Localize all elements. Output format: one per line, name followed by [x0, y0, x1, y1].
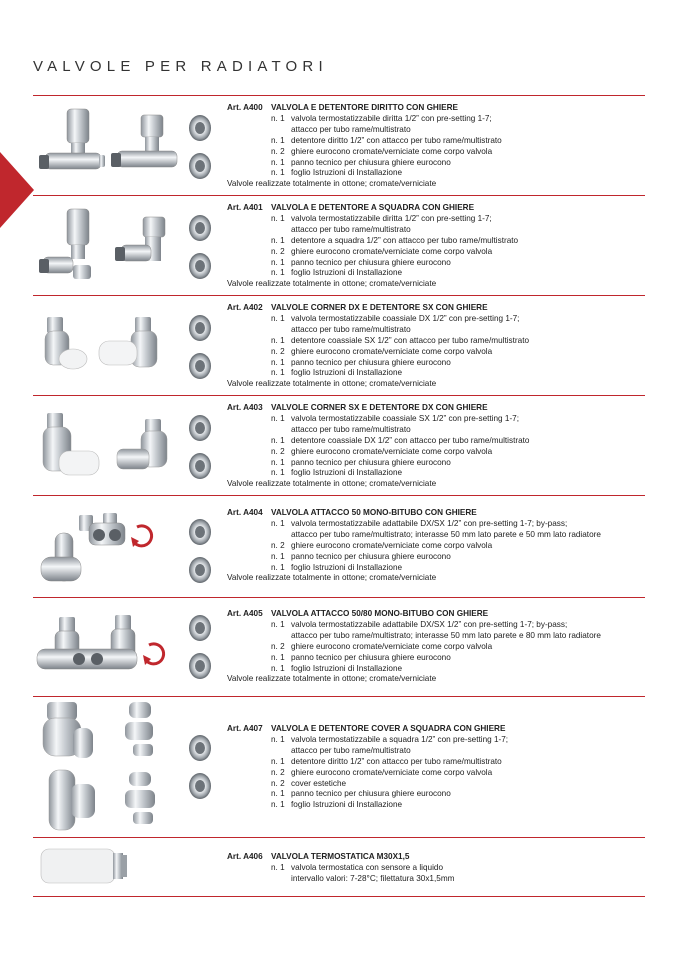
item-text: panno tecnico per chiusura ghiere eurocono — [291, 157, 451, 167]
product-title: VALVOLA E DETENTORE A SQUADRA CON GHIERE — [271, 203, 475, 212]
item-text: valvola termostatizzabile adattabile DX/SX 1/2” con pre-setting 1-7; by-pass; — [291, 619, 568, 629]
item-text: foglio Istruzioni di Installazione — [291, 368, 403, 378]
quantity: n. 1 — [271, 663, 285, 673]
page-title: VALVOLE PER RADIATORI — [33, 58, 328, 75]
ring-nut-icon — [188, 732, 214, 806]
product-title: VALVOLA TERMOSTATICA M30X1,5 — [271, 852, 410, 861]
quantity: n. 1 — [271, 368, 285, 378]
product-title: VALVOLA E DETENTORE DIRITTO CON GHIERE — [271, 103, 458, 112]
item-text: valvola termostatica con sensore a liquido — [291, 862, 444, 872]
quantity: n. 2 — [271, 641, 285, 651]
item-text: foglio Istruzioni di Installazione — [291, 800, 403, 810]
quantity: n. 1 — [271, 313, 285, 323]
product-footer-note: Valvole realizzate totalmente in ottone; cromate/verniciate — [227, 179, 437, 189]
section-divider — [33, 896, 645, 897]
item-subtext: attacco per tubo rame/multistrato; interasse 50 mm lato parete e 80 mm lato radiatore — [291, 630, 601, 640]
item-text: detentore diritto 1/2” con attacco per tubo rame/multistrato — [291, 135, 502, 145]
product-title: VALVOLA ATTACCO 50 MONO-BITUBO CON GHIERE — [271, 508, 477, 517]
item-text: ghiere eurocono cromate/verniciate come corpo valvola — [291, 446, 493, 456]
article-code: Art. A403 — [227, 403, 263, 412]
quantity: n. 1 — [271, 789, 285, 799]
product-footer-note: Valvole realizzate totalmente in ottone; cromate/verniciate — [227, 573, 437, 583]
product-description — [227, 403, 647, 490]
item-subtext: attacco per tubo rame/multistrato — [291, 745, 411, 755]
article-code: Art. A402 — [227, 303, 263, 312]
item-text: panno tecnico per chiusura ghiere eurocono — [291, 257, 451, 267]
item-subtext: attacco per tubo rame/multistrato; interasse 50 mm lato parete e 50 mm lato radiatore — [291, 529, 601, 539]
quantity: n. 2 — [271, 246, 285, 256]
item-text: foglio Istruzioni di Installazione — [291, 663, 403, 673]
quantity: n. 2 — [271, 146, 285, 156]
item-text: ghiere eurocono cromate/verniciate come corpo valvola — [291, 346, 493, 356]
product-footer-note: Valvole realizzate totalmente in ottone; cromate/verniciate — [227, 279, 437, 289]
product-description — [227, 303, 647, 390]
item-text: valvola termostatizzabile coassiale DX 1/2” con pre-setting 1-7; — [291, 313, 520, 323]
ring-nut-icon — [188, 112, 214, 186]
ring-nut-icon — [188, 612, 214, 686]
quantity: n. 2 — [271, 540, 285, 550]
quantity: n. 1 — [271, 734, 285, 744]
product-footer-note: Valvole realizzate totalmente in ottone; cromate/verniciate — [227, 479, 437, 489]
quantity: n. 1 — [271, 168, 285, 178]
ring-nut-icon — [188, 516, 214, 590]
product-description — [227, 852, 647, 885]
item-text: panno tecnico per chiusura ghiere eurocono — [291, 357, 451, 367]
article-code: Art. A404 — [227, 508, 263, 517]
item-text: foglio Istruzioni di Installazione — [291, 268, 403, 278]
quantity: n. 2 — [271, 778, 285, 788]
item-text: ghiere eurocono cromate/verniciate come corpo valvola — [291, 146, 493, 156]
product-title: VALVOLA E DETENTORE COVER A SQUADRA CON GHIERE — [271, 724, 506, 733]
item-text: panno tecnico per chiusura ghiere eurocono — [291, 789, 451, 799]
ring-nut-icon — [188, 212, 214, 286]
product-title: VALVOLE CORNER DX E DETENTORE SX CON GHIERE — [271, 303, 488, 312]
product-title: VALVOLE CORNER SX E DETENTORE DX CON GHIERE — [271, 403, 488, 412]
quantity: n. 1 — [271, 268, 285, 278]
product-footer-note: Valvole realizzate totalmente in ottone; cromate/verniciate — [227, 379, 437, 389]
item-subtext: attacco per tubo rame/multistrato — [291, 324, 411, 334]
ring-nut-icon — [188, 312, 214, 386]
item-text: ghiere eurocono cromate/verniciate come corpo valvola — [291, 767, 493, 777]
item-text: valvola termostatizzabile diritta 1/2” con pre-setting 1-7; — [291, 213, 492, 223]
item-text: foglio Istruzioni di Installazione — [291, 562, 403, 572]
article-code: Art. A401 — [227, 203, 263, 212]
item-text: ghiere eurocono cromate/verniciate come corpo valvola — [291, 246, 493, 256]
quantity: n. 1 — [271, 335, 285, 345]
item-text: panno tecnico per chiusura ghiere eurocono — [291, 551, 451, 561]
item-text: foglio Istruzioni di Installazione — [291, 468, 403, 478]
product-description — [227, 508, 647, 584]
product-description — [227, 609, 647, 685]
item-text: valvola termostatizzabile diritta 1/2” con pre-setting 1-7; — [291, 113, 492, 123]
article-code: Art. A406 — [227, 852, 263, 861]
item-text: detentore coassiale DX 1/2” con attacco per tubo rame/multistrato — [291, 435, 530, 445]
ring-nut-icon — [188, 412, 214, 486]
quantity: n. 1 — [271, 652, 285, 662]
quantity: n. 1 — [271, 756, 285, 766]
article-code: Art. A405 — [227, 609, 263, 618]
product-title: VALVOLA ATTACCO 50/80 MONO-BITUBO CON GHIERE — [271, 609, 489, 618]
item-text: valvola termostatizzabile adattabile DX/SX 1/2” con pre-setting 1-7; by-pass; — [291, 518, 568, 528]
quantity: n. 1 — [271, 357, 285, 367]
item-text: detentore a squadra 1/2” con attacco per tubo rame/multistrato — [291, 235, 519, 245]
product-description — [227, 203, 647, 290]
quantity: n. 1 — [271, 235, 285, 245]
quantity: n. 1 — [271, 435, 285, 445]
quantity: n. 2 — [271, 767, 285, 777]
item-subtext: attacco per tubo rame/multistrato — [291, 124, 411, 134]
item-subtext: intervallo valori: 7-28°C; filettatura 30x1,5mm — [291, 873, 455, 883]
item-text: valvola termostatizzabile coassiale SX 1/2” con pre-setting 1-7; — [291, 413, 519, 423]
product-image-group — [33, 837, 221, 896]
item-text: valvola termostatizzabile a squadra 1/2” con pre-setting 1-7; — [291, 734, 509, 744]
page-tab-marker — [0, 152, 34, 228]
item-text: panno tecnico per chiusura ghiere eurocono — [291, 457, 451, 467]
quantity: n. 1 — [271, 257, 285, 267]
article-code: Art. A400 — [227, 103, 263, 112]
quantity: n. 2 — [271, 346, 285, 356]
product-description — [227, 724, 647, 811]
item-subtext: attacco per tubo rame/multistrato — [291, 424, 411, 434]
article-code: Art. A407 — [227, 724, 263, 733]
quantity: n. 1 — [271, 562, 285, 572]
item-text: detentore coassiale SX 1/2” con attacco per tubo rame/multistrato — [291, 335, 530, 345]
thermostatic-head-image — [33, 837, 221, 896]
quantity: n. 1 — [271, 468, 285, 478]
quantity: n. 1 — [271, 457, 285, 467]
quantity: n. 1 — [271, 800, 285, 810]
item-text: cover estetiche — [291, 778, 347, 788]
item-text: foglio Istruzioni di Installazione — [291, 168, 403, 178]
quantity: n. 1 — [271, 157, 285, 167]
item-text: detentore diritto 1/2” con attacco per tubo rame/multistrato — [291, 756, 502, 766]
item-text: panno tecnico per chiusura ghiere eurocono — [291, 652, 451, 662]
item-subtext: attacco per tubo rame/multistrato — [291, 224, 411, 234]
quantity: n. 1 — [271, 413, 285, 423]
product-footer-note: Valvole realizzate totalmente in ottone; cromate/verniciate — [227, 674, 437, 684]
product-description — [227, 103, 647, 190]
quantity: n. 1 — [271, 213, 285, 223]
quantity: n. 1 — [271, 518, 285, 528]
quantity: n. 1 — [271, 135, 285, 145]
quantity: n. 1 — [271, 113, 285, 123]
quantity: n. 1 — [271, 551, 285, 561]
quantity: n. 2 — [271, 446, 285, 456]
quantity: n. 1 — [271, 862, 285, 872]
item-text: ghiere eurocono cromate/verniciate come corpo valvola — [291, 540, 493, 550]
quantity: n. 1 — [271, 619, 285, 629]
item-text: ghiere eurocono cromate/verniciate come corpo valvola — [291, 641, 493, 651]
